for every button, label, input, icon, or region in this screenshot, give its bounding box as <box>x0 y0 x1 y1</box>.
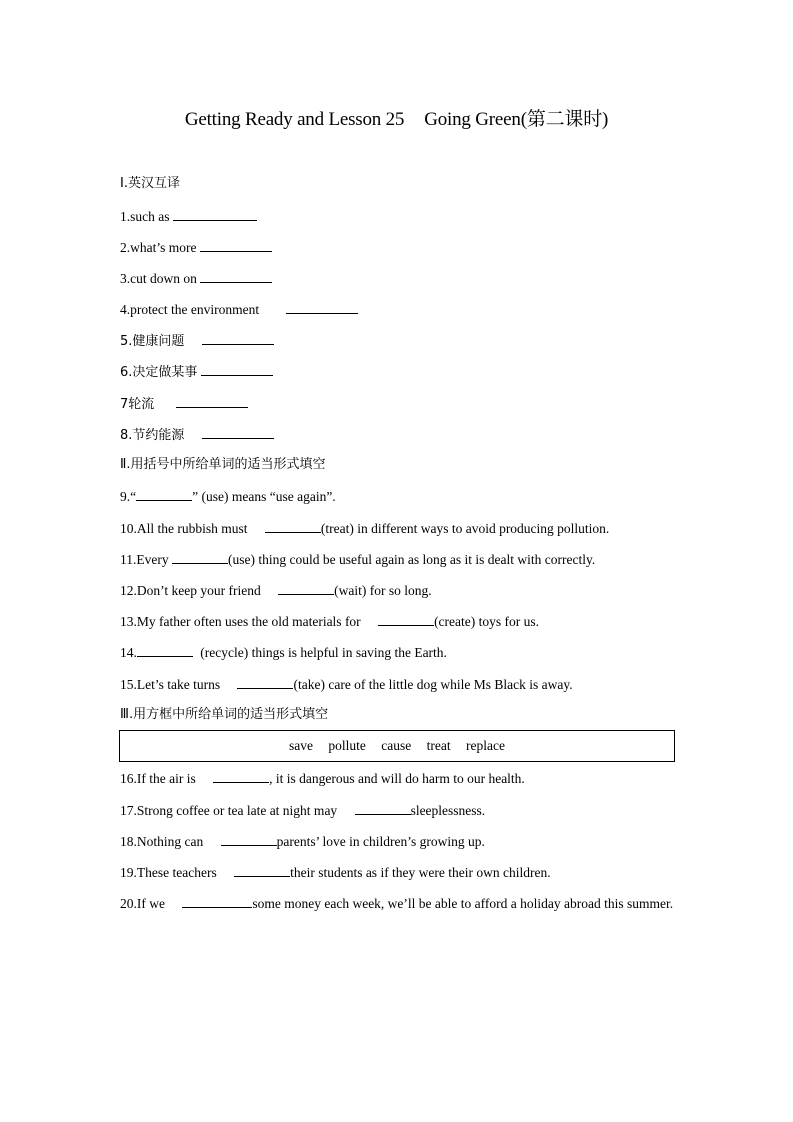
answer-blank[interactable] <box>265 519 321 533</box>
answer-blank[interactable] <box>200 238 272 252</box>
question-text: 7轮流 <box>120 397 155 412</box>
question-text: 5.健康问题 <box>120 334 185 349</box>
question-1 <box>120 207 257 226</box>
question-text: sleeplessness. <box>410 803 486 818</box>
answer-blank[interactable] <box>176 394 248 408</box>
question-text: (wait) for so long. <box>334 583 432 598</box>
question-text: 15.Let’s take turns <box>120 677 224 692</box>
answer-blank[interactable] <box>278 581 334 595</box>
question-text: 6.决定做某事 <box>120 365 198 380</box>
question-text: parents’ love in children’s growing up. <box>276 834 485 849</box>
answer-blank[interactable] <box>182 894 252 908</box>
question-15 <box>120 675 573 694</box>
question-text: 1.such as <box>120 209 170 224</box>
word-box: save pollute cause treat replace <box>119 730 675 762</box>
question-19 <box>120 863 551 882</box>
question-text: some money each week, we’ll be able to afford a holiday abroad this summer. <box>252 896 674 911</box>
answer-blank[interactable] <box>137 643 193 657</box>
answer-blank[interactable] <box>202 331 274 345</box>
question-text: 16.If the air is <box>120 771 200 786</box>
question-2 <box>120 238 272 257</box>
question-17 <box>120 801 485 820</box>
question-7 <box>120 394 248 414</box>
title-left: Getting Ready and Lesson 25 <box>184 109 405 130</box>
answer-blank[interactable] <box>234 863 290 877</box>
answer-blank[interactable] <box>136 487 192 501</box>
answer-blank[interactable] <box>173 207 257 221</box>
question-8 <box>120 425 274 445</box>
answer-blank[interactable] <box>202 425 274 439</box>
question-text: ” (use) means “use again”. <box>192 489 336 504</box>
answer-blank[interactable] <box>237 675 293 689</box>
section-2-heading: Ⅱ.用括号中所给单词的适当形式填空 <box>120 457 326 472</box>
question-text: 4.protect the environment <box>120 302 260 317</box>
question-3 <box>120 269 272 288</box>
question-text: (use) thing could be useful again as long as it is dealt with correctly. <box>227 552 596 567</box>
answer-blank[interactable] <box>286 300 358 314</box>
question-text: 8.节约能源 <box>120 428 185 443</box>
question-10 <box>120 519 609 538</box>
question-text: 19.These teachers <box>120 865 221 880</box>
question-text: 10.All the rubbish must <box>120 521 251 536</box>
question-text: (take) care of the little dog while Ms Black is away. <box>293 677 573 692</box>
question-text: 9.“ <box>120 489 137 504</box>
answer-blank[interactable] <box>201 362 273 376</box>
question-18 <box>120 832 485 851</box>
question-text: 20.If we <box>120 896 169 911</box>
question-text: 17.Strong coffee or tea late at night may <box>120 803 341 818</box>
question-16 <box>120 769 525 788</box>
title-right: Going Green(第二课时) <box>424 109 609 130</box>
answer-blank[interactable] <box>200 269 272 283</box>
section-3-heading: Ⅲ.用方框中所给单词的适当形式填空 <box>120 707 329 722</box>
section-1-heading: Ⅰ.英汉互译 <box>120 176 180 191</box>
question-text: their students as if they were their own children. <box>290 865 551 880</box>
question-text: 2.what’s more <box>120 240 197 255</box>
question-text: , it is dangerous and will do harm to our health. <box>269 771 525 786</box>
question-text: (create) toys for us. <box>434 614 540 629</box>
question-14 <box>120 643 447 662</box>
question-text: 12.Don’t keep your friend <box>120 583 265 598</box>
page-title <box>0 104 793 131</box>
answer-blank[interactable] <box>172 550 228 564</box>
question-5 <box>120 331 274 351</box>
question-text: 18.Nothing can <box>120 834 207 849</box>
answer-blank[interactable] <box>378 612 434 626</box>
question-11 <box>120 550 595 569</box>
answer-blank[interactable] <box>355 801 411 815</box>
question-13 <box>120 612 539 631</box>
answer-blank[interactable] <box>213 769 269 783</box>
question-12 <box>120 581 432 600</box>
question-text: 3.cut down on <box>120 271 197 286</box>
question-9 <box>120 487 336 506</box>
answer-blank[interactable] <box>221 832 277 846</box>
question-text: 11.Every <box>120 552 172 567</box>
question-text: (recycle) things is helpful in saving the Earth. <box>196 645 447 660</box>
question-text: 14. <box>120 645 137 660</box>
question-text: (treat) in different ways to avoid producing pollution. <box>320 521 610 536</box>
question-4 <box>120 300 358 319</box>
question-text: 13.My father often uses the old materials for <box>120 614 365 629</box>
question-20 <box>120 888 675 919</box>
question-6 <box>120 362 273 382</box>
